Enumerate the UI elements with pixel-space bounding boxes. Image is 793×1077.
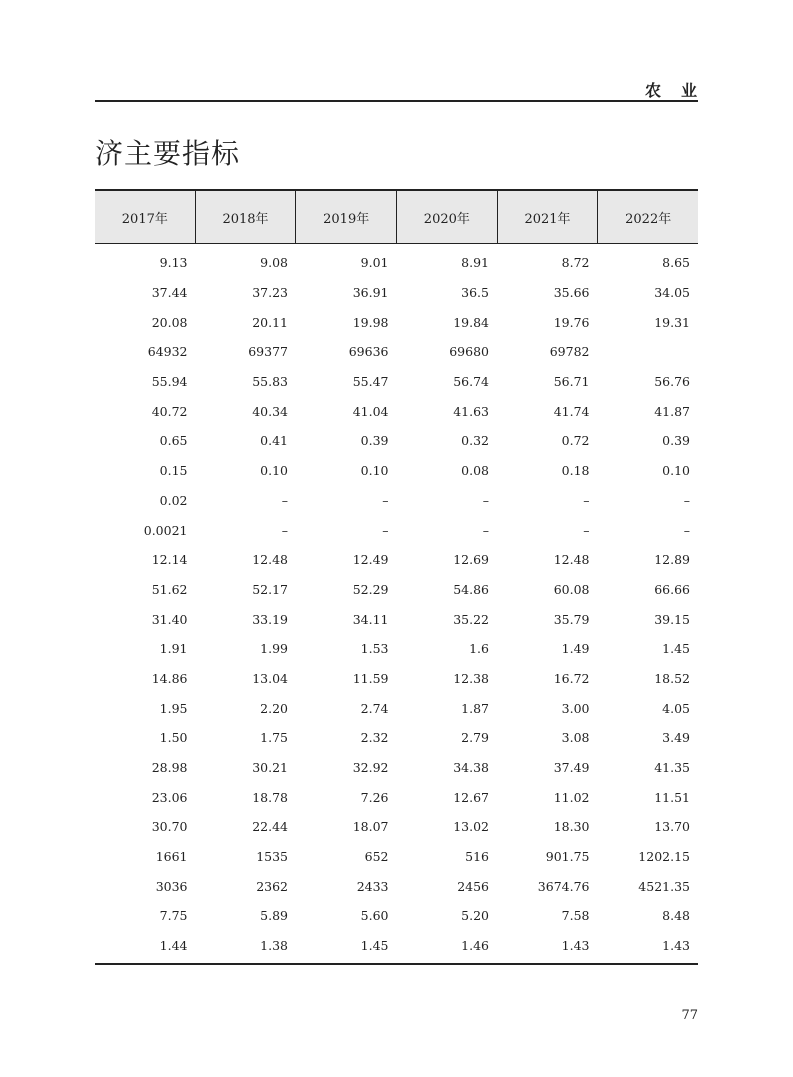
table-cell: 1.38 xyxy=(260,938,288,954)
table-cell: 11.02 xyxy=(553,789,590,805)
table-cell: 12.69 xyxy=(453,552,489,568)
table-row xyxy=(95,753,698,783)
table-cell: 12.89 xyxy=(654,552,690,568)
table-cell: 1.43 xyxy=(662,938,690,954)
table-cell: – xyxy=(482,522,489,538)
table-cell: 34.11 xyxy=(352,611,389,627)
table-row xyxy=(95,545,698,575)
table-cell: 0.0021 xyxy=(143,522,188,538)
data-table xyxy=(95,189,698,965)
table-bottom-rule xyxy=(95,963,698,965)
table-cell: 33.19 xyxy=(252,611,288,627)
table-row xyxy=(95,367,698,397)
table-cell: 8.91 xyxy=(461,255,489,271)
table-cell: 0.08 xyxy=(461,463,489,479)
table-cell: 69377 xyxy=(248,344,288,360)
table-cell: 2362 xyxy=(256,878,288,894)
page-title: 济主要指标 xyxy=(95,137,241,170)
table-cell: 1.50 xyxy=(159,730,188,746)
table-row xyxy=(95,812,698,842)
table-cell: 7.75 xyxy=(159,908,188,924)
table-cell: 1202.15 xyxy=(638,849,690,865)
table-cell: 1.43 xyxy=(561,938,590,954)
column-header: 2022年 xyxy=(597,191,698,243)
table-cell: 35.22 xyxy=(453,611,489,627)
table-cell: – xyxy=(583,492,590,508)
table-cell: 69680 xyxy=(449,344,489,360)
table-cell: 35.66 xyxy=(553,285,590,301)
table-cell: 56.74 xyxy=(453,374,489,390)
table-cell: 1.87 xyxy=(461,700,489,716)
table-cell: 652 xyxy=(364,849,389,865)
table-cell: 3.49 xyxy=(662,730,690,746)
table-cell: 56.76 xyxy=(654,374,690,390)
table-cell: 32.92 xyxy=(352,760,389,776)
table-cell: 55.47 xyxy=(352,374,389,390)
column-header: 2018年 xyxy=(195,191,296,243)
table-cell: 55.83 xyxy=(252,374,288,390)
table-cell: 12.49 xyxy=(352,552,389,568)
table-cell: 4.05 xyxy=(662,700,690,716)
table-body xyxy=(95,244,698,961)
table-cell: 0.10 xyxy=(260,463,288,479)
table-cell: 5.20 xyxy=(461,908,489,924)
table-cell: 69636 xyxy=(348,344,389,360)
table-cell: 52.29 xyxy=(352,581,389,597)
table-cell: 7.58 xyxy=(561,908,590,924)
table-cell: 19.31 xyxy=(654,314,690,330)
table-cell: 56.71 xyxy=(553,374,590,390)
table-cell: 30.70 xyxy=(151,819,188,835)
table-row xyxy=(95,456,698,486)
table-cell: 13.70 xyxy=(654,819,690,835)
table-cell: 0.18 xyxy=(561,463,590,479)
table-cell: 3.08 xyxy=(561,730,590,746)
header-rule xyxy=(95,100,698,102)
table-cell: 1.53 xyxy=(360,641,389,657)
table-cell: 37.44 xyxy=(151,285,188,301)
table-cell: 64932 xyxy=(147,344,188,360)
table-cell: 23.06 xyxy=(151,789,188,805)
table-cell: 18.30 xyxy=(553,819,590,835)
table-cell: 1.49 xyxy=(561,641,590,657)
table-cell: 13.02 xyxy=(453,819,489,835)
table-row xyxy=(95,634,698,664)
table-cell: 16.72 xyxy=(553,670,590,686)
table-row xyxy=(95,575,698,605)
table-cell: 51.62 xyxy=(151,581,188,597)
table-row xyxy=(95,931,698,961)
table-cell: 35.79 xyxy=(553,611,590,627)
table-cell: 41.87 xyxy=(654,403,690,419)
table-row xyxy=(95,604,698,634)
table-cell: – xyxy=(281,492,288,508)
table-row xyxy=(95,871,698,901)
table-cell: 12.48 xyxy=(553,552,590,568)
table-cell: 36.5 xyxy=(461,285,489,301)
table-cell: 34.38 xyxy=(453,760,489,776)
table-cell: 1.95 xyxy=(159,700,188,716)
table-cell: 1.45 xyxy=(662,641,690,657)
table-cell: – xyxy=(482,492,489,508)
table-cell: 1535 xyxy=(256,849,288,865)
table-cell: 1.6 xyxy=(469,641,489,657)
table-row xyxy=(95,248,698,278)
table-cell: 516 xyxy=(465,849,489,865)
table-cell: 11.59 xyxy=(352,670,389,686)
table-cell: 1.99 xyxy=(260,641,288,657)
table-cell: 9.01 xyxy=(360,255,389,271)
table-cell: 2433 xyxy=(356,878,389,894)
table-header xyxy=(95,189,698,244)
table-cell: 0.39 xyxy=(662,433,690,449)
table-cell: 41.35 xyxy=(654,760,690,776)
table-cell: 12.14 xyxy=(151,552,188,568)
table-row xyxy=(95,901,698,931)
table-cell: 14.86 xyxy=(151,670,188,686)
table-cell: 2456 xyxy=(457,878,489,894)
table-cell: 8.65 xyxy=(662,255,690,271)
table-cell: – xyxy=(683,492,690,508)
table-cell: 18.07 xyxy=(352,819,389,835)
column-header: 2017年 xyxy=(121,211,168,227)
table-row xyxy=(95,278,698,308)
table-cell: 0.10 xyxy=(360,463,389,479)
table-cell: 9.13 xyxy=(159,255,188,271)
table-cell: 18.78 xyxy=(252,789,288,805)
table-cell: – xyxy=(281,522,288,538)
column-header: 2021年 xyxy=(497,191,598,243)
table-row xyxy=(95,782,698,812)
table-cell: – xyxy=(683,522,690,538)
table-cell: 0.72 xyxy=(561,433,590,449)
table-cell: 19.98 xyxy=(352,314,389,330)
table-cell: 2.74 xyxy=(360,700,389,716)
table-cell: 19.76 xyxy=(553,314,590,330)
table-cell: 18.52 xyxy=(654,670,690,686)
table-cell: 40.34 xyxy=(252,403,288,419)
table-cell: 39.15 xyxy=(654,611,690,627)
table-row xyxy=(95,515,698,545)
table-cell: 20.11 xyxy=(252,314,288,330)
table-row xyxy=(95,693,698,723)
table-cell: 2.32 xyxy=(360,730,389,746)
table-cell: 1.44 xyxy=(159,938,188,954)
table-cell: 28.98 xyxy=(151,760,188,776)
table-cell: 41.74 xyxy=(553,403,590,419)
table-cell: 34.05 xyxy=(654,285,690,301)
table-cell: 2.20 xyxy=(260,700,288,716)
table-cell: 0.32 xyxy=(461,433,489,449)
table-cell: 69782 xyxy=(549,344,590,360)
table-cell: 5.60 xyxy=(360,908,389,924)
table-cell: – xyxy=(382,522,389,538)
table-cell: 3036 xyxy=(155,878,188,894)
table-cell: 41.04 xyxy=(352,403,389,419)
column-header: 2020年 xyxy=(396,191,497,243)
table-cell: 0.02 xyxy=(159,492,188,508)
table-cell: 52.17 xyxy=(252,581,288,597)
table-row xyxy=(95,307,698,337)
table-cell: – xyxy=(382,492,389,508)
table-row xyxy=(95,396,698,426)
table-cell: – xyxy=(583,522,590,538)
table-row xyxy=(95,723,698,753)
table-cell: 41.63 xyxy=(453,403,489,419)
table-cell: 0.39 xyxy=(360,433,389,449)
table-cell: 13.04 xyxy=(252,670,288,686)
table-row xyxy=(95,842,698,872)
table-row xyxy=(95,664,698,694)
table-cell: 7.26 xyxy=(360,789,389,805)
table-cell: 8.72 xyxy=(561,255,590,271)
table-cell: 0.10 xyxy=(662,463,690,479)
table-cell: 30.21 xyxy=(252,760,288,776)
table-cell: 12.38 xyxy=(453,670,489,686)
table-cell: 3.00 xyxy=(561,700,590,716)
table-row xyxy=(95,337,698,367)
table-cell: 11.51 xyxy=(654,789,690,805)
table-cell: 4521.35 xyxy=(638,878,690,894)
table-cell: 54.86 xyxy=(453,581,489,597)
table-cell: 5.89 xyxy=(260,908,288,924)
table-cell: 55.94 xyxy=(151,374,188,390)
table-cell: 31.40 xyxy=(151,611,188,627)
table-cell: 36.91 xyxy=(352,285,389,301)
table-row xyxy=(95,486,698,516)
column-header: 2019年 xyxy=(295,191,396,243)
table-cell: 12.48 xyxy=(252,552,288,568)
table-cell: 2.79 xyxy=(461,730,489,746)
table-row xyxy=(95,426,698,456)
section-label: 农业 xyxy=(644,81,717,100)
table-cell: 22.44 xyxy=(252,819,288,835)
table-cell: 12.67 xyxy=(453,789,489,805)
table-cell: 20.08 xyxy=(151,314,188,330)
table-cell: 60.08 xyxy=(553,581,590,597)
table-cell: 1.46 xyxy=(461,938,489,954)
table-cell: 9.08 xyxy=(260,255,288,271)
table-cell: 3674.76 xyxy=(537,878,590,894)
table-cell: 37.23 xyxy=(252,285,288,301)
table-cell: 0.65 xyxy=(159,433,188,449)
page-number: 77 xyxy=(681,1008,698,1023)
table-cell: 1.75 xyxy=(260,730,288,746)
table-cell: 1.45 xyxy=(360,938,389,954)
table-cell: 1.91 xyxy=(159,641,188,657)
table-cell: 0.41 xyxy=(260,433,288,449)
table-cell: 66.66 xyxy=(654,581,690,597)
table-cell: 0.15 xyxy=(159,463,188,479)
table-cell: 37.49 xyxy=(553,760,590,776)
table-cell: 901.75 xyxy=(545,849,590,865)
table-cell: 40.72 xyxy=(151,403,188,419)
table-cell: 8.48 xyxy=(662,908,690,924)
table-cell: 1661 xyxy=(155,849,188,865)
table-cell: 19.84 xyxy=(453,314,489,330)
